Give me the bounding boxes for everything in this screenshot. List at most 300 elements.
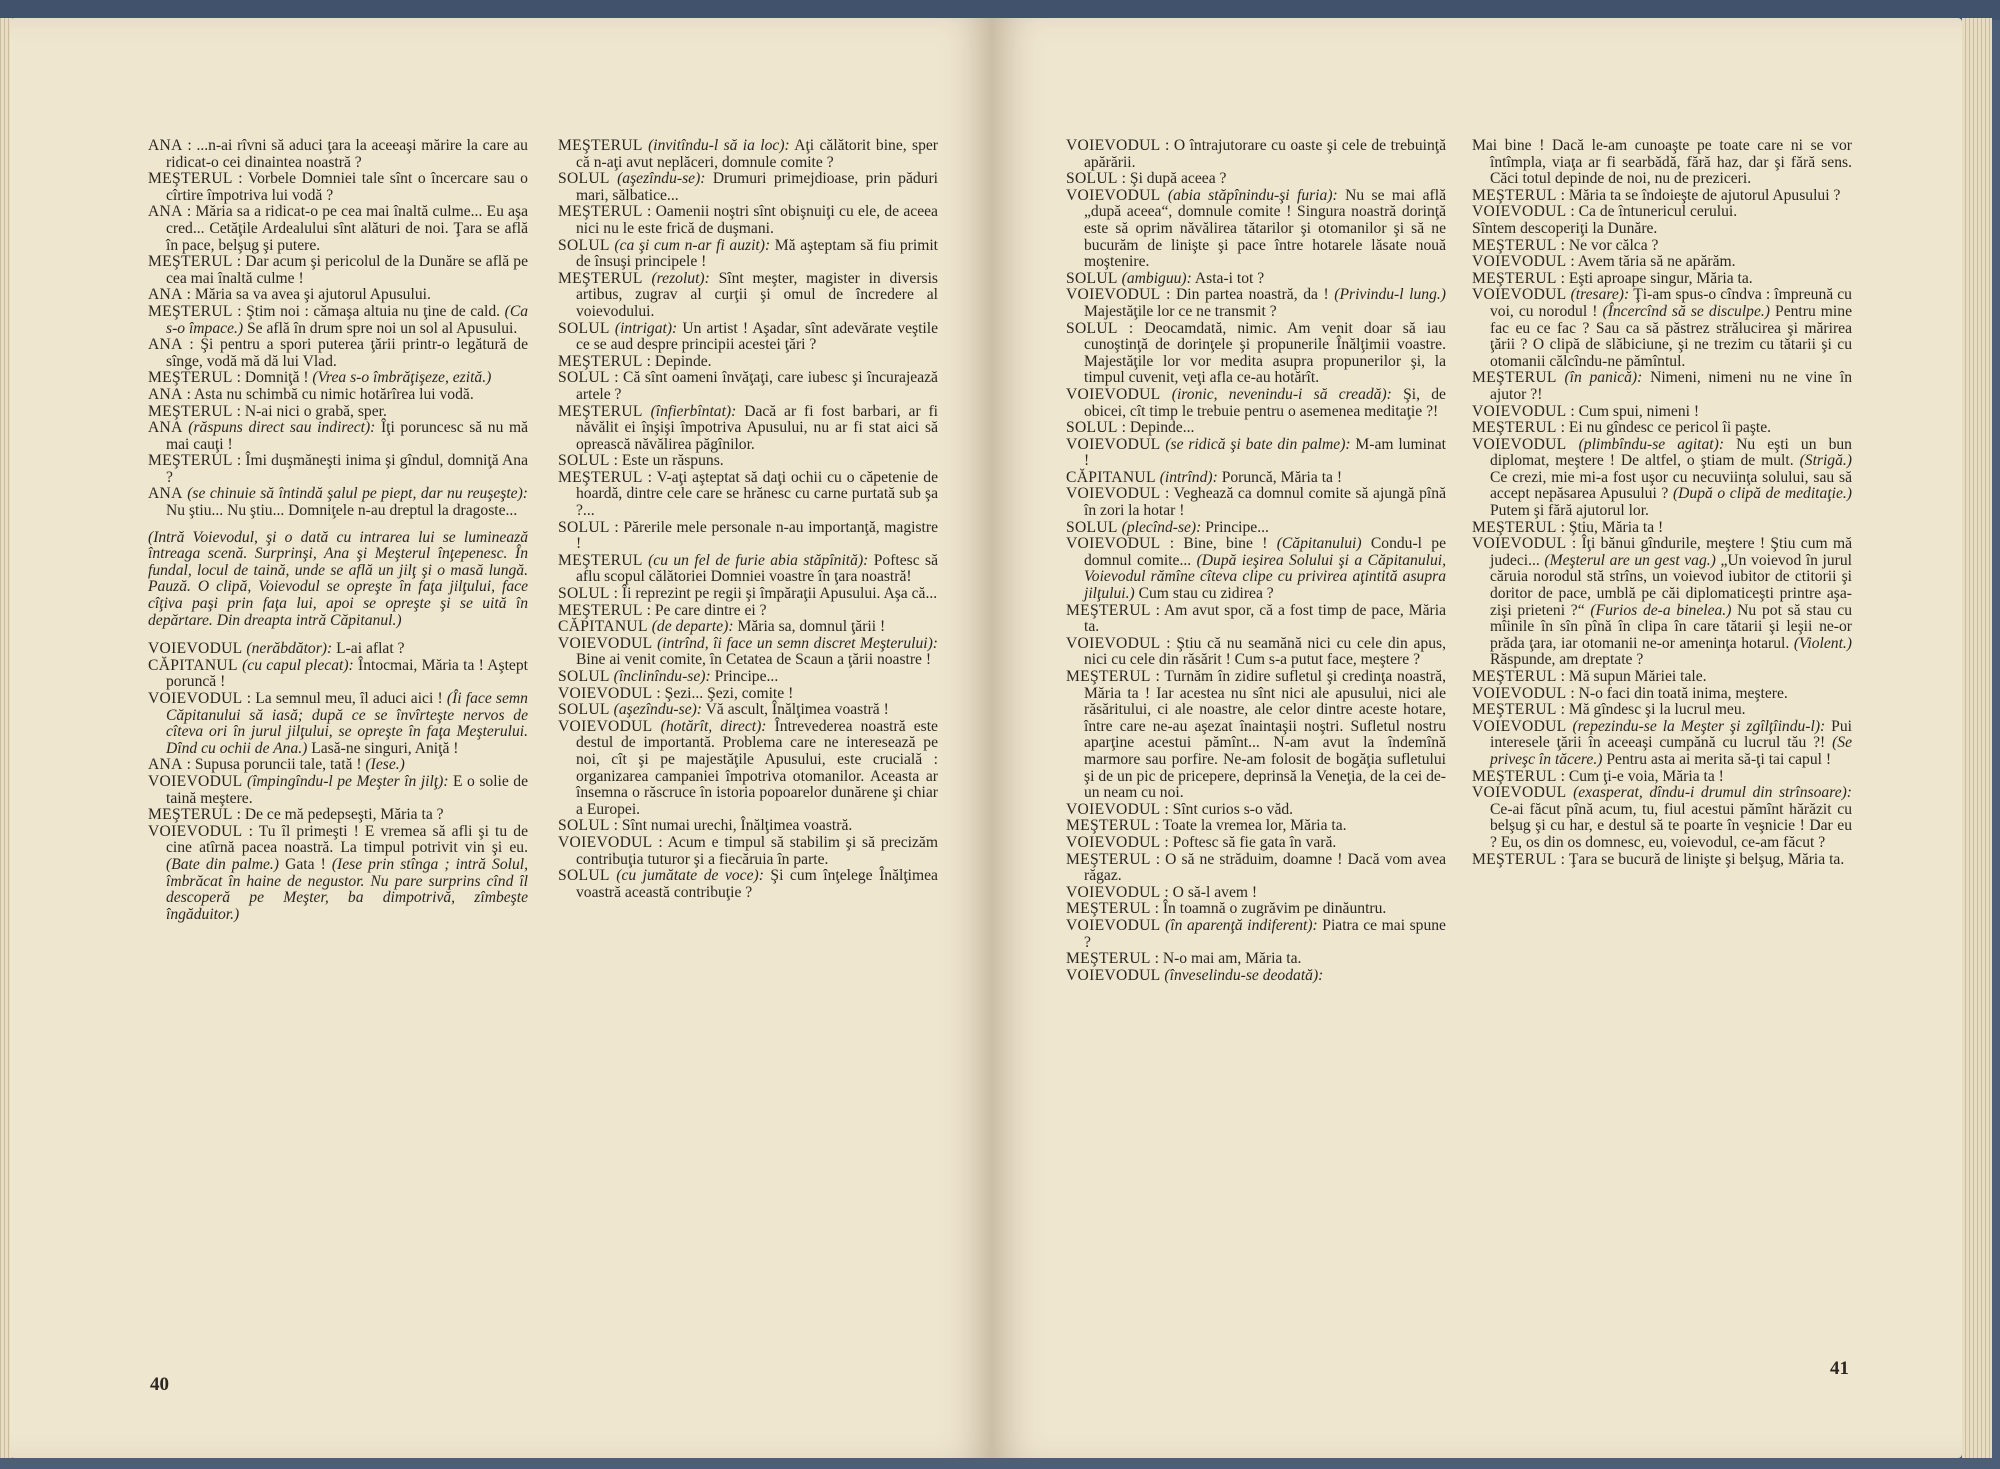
dialogue-line: MEŞTERUL : Ne vor călca ? [1472, 236, 1659, 254]
dialogue-line [148, 641, 528, 658]
dialogue-text: Majestăţile lor ce ne transmit ? [1084, 302, 1277, 320]
dialogue-text: Şi pentru a spori puterea ţării printr-o legătură de sînge, vodă mă dă lui Vlad. [166, 336, 528, 370]
speaker-name: VOIEVODUL [148, 772, 243, 790]
stage-direction-inline: (Iese prin stînga ; intră Solul, îmbrăcat în haine de negustor. Nu pare surprins cînd îl descoperă pe Meşter, ba dimpotrivă, zîmbeşte îngăduitor.) [166, 855, 528, 923]
dialogue-line: ANA : Supusa poruncii tale, tată ! (Iese.) [148, 756, 405, 774]
speaker-name: MEŞTERUL [558, 601, 643, 619]
dialogue-line: MEŞTERUL : Depinde. [558, 352, 712, 370]
speaker-name: MEŞTERUL [148, 806, 233, 824]
speaker-name: ANA [148, 336, 183, 354]
dialogue-text: Şezi... Şezi, comite ! [664, 684, 794, 702]
dialogue-line: VOIEVODUL : Avem tăria să ne apărăm. [1472, 253, 1736, 271]
speaker-name: ANA [148, 203, 183, 221]
speaker-name: ANA [148, 137, 183, 154]
stage-direction-inline: (După ieşirea Solului şi a Căpitanului, Voievodul rămîne cîteva clipe cu privirea aţintită asupra jilţului.) [1084, 551, 1446, 603]
dialogue-text: O să-l avem ! [1172, 883, 1258, 901]
left-column-1 [148, 138, 528, 923]
dialogue-text: Domniţă ! [244, 369, 309, 387]
stage-direction-inline: (nerăbdător): [246, 640, 333, 658]
speaker-name: VOIEVODUL [1472, 203, 1567, 221]
speaker-name: MEŞTERUL [148, 253, 233, 271]
dialogue-text: Putem şi fără ajutorul lor. [1490, 502, 1649, 520]
stage-direction-inline: (Căpitanului) [1276, 535, 1362, 553]
dialogue-text: Întrevederea noastră este destul de importantă. Problema care ne interesează pe noi, cît şi pe majestăţile Apusului, este crucială : organizarea campaniei împotriva otomanilor. Aceasta ar însemna o răscruce în istoria popoarelor dunărene şi chiar a Europei. [576, 717, 938, 818]
dialogue-text: Sînt curios s-o văd. [1172, 800, 1294, 818]
dialogue-line: SOLUL : Îi reprezint pe regii şi împăraţii Apusului. Aşa că... [558, 585, 938, 603]
speaker-name: MEŞTERUL [1472, 850, 1557, 868]
dialogue-text: Un artist ! Aşadar, sînt adevărate veştile ce se aud despre principii acestei ţări ? [576, 319, 939, 354]
dialogue-text: O întrajutorare cu oaste şi cele de trebuinţă apărării. [1084, 137, 1446, 171]
speaker-name: VOIEVODUL [1066, 916, 1161, 934]
stage-direction-inline: (înclinîndu-se): [613, 668, 711, 685]
speaker-name: VOIEVODUL [558, 684, 653, 702]
stage-direction-inline: (Îi face semn Căpitanului să iasă; după ce se învîrteşte nervos de cîteva ori în jurul jilţului, se opreşte în faţa Meşterului. Dînd cu ochii de Ana.) [166, 690, 528, 757]
speaker-name: CĂPITANUL [148, 656, 238, 674]
dialogue-text: Dar acum şi pericolul de la Dunăre se află pe cea mai înaltă culme ! [166, 253, 528, 287]
stage-direction-inline: (invitîndu-l să ia loc): [648, 137, 790, 154]
speaker-name: VOIEVODUL [1472, 286, 1567, 304]
dialogue-text: Îţi bănui gîndurile, meştere ! Ştiu cum mă judeci... [1490, 535, 1853, 569]
dialogue-line: MEŞTERUL : V-aţi aşteptat să daţi ochii cu o căpetenie de hoardă, dintre cele care se hrănesc cu carne purtată sub şa ?... [558, 468, 938, 520]
dialogue-text: O să ne străduim, doamne ! Dacă vom avea răgaz. [1084, 850, 1446, 885]
dialogue-text: Tu îl primeşti ! E vremea să afli şi tu de cine atîrnă pacea noastră. La timpul potrivit vin şi eu. [166, 822, 528, 857]
dialogue-line: ANA : Asta nu schimbă cu nimic hotărîrea lui vodă. [148, 385, 474, 403]
stage-direction-inline: (înfierbîntat): [650, 402, 737, 420]
speaker-name: SOLUL [1066, 419, 1118, 437]
stage-direction-inline: (Violent.) [1793, 634, 1852, 652]
stage-direction-inline: (cu un fel de furie abia stăpînită): [648, 551, 869, 569]
dialogue-text: Bine ai venit comite, în Cetatea de Scaun a ţării noastre ! [576, 651, 932, 669]
stage-direction-inline: (se ridică şi bate din palme): [1165, 435, 1351, 453]
dialogue-line: ANA : Şi pentru a spori puterea ţării printr-o legătură de sînge, vodă mă dă lui Vlad. [148, 336, 528, 370]
dialogue-line [558, 702, 938, 719]
dialogue-text: Principe... [714, 668, 779, 685]
speaker-name: VOIEVODUL [1472, 253, 1567, 271]
dialogue-line [558, 619, 938, 636]
dialogue-text: Pui interesele ţării în aceeaşi cumpănă cu lucrul tău ?! [1490, 717, 1852, 752]
dialogue-line: ANA : Măria sa a ridicat-o pe cea mai înaltă culme... Eu aşa cred... Cetăţile Ardealului sînt alături de noi. Ţara se află în pace, belşug şi putere. [148, 203, 528, 254]
speaker-name: ANA [148, 286, 183, 304]
speaker-name: SOLUL [558, 452, 610, 470]
speaker-name: MEŞTERUL [558, 468, 643, 486]
stage-direction-inline: (rezolut): [651, 269, 710, 287]
speaker-name: ANA [148, 485, 183, 503]
dialogue-line: VOIEVODUL : O să-l avem ! [1066, 883, 1258, 901]
speaker-name: VOIEVODUL [1472, 435, 1567, 453]
dialogue-line: VOIEVODUL : Îţi bănui gîndurile, meştere ! Ştiu cum mă judeci... (Meşterul are un gest vag.) „Un voievod în jurul căruia norodul stă strîns, un voievod iubitor de ctitorii şi doritor de pace, umblă pe căi diplomaticeşti printre aşa-zişi prieteni ?“ (Furios de-a binelea.) Nu pot să stau cu mîinile în sîn pînă în clipa în care tătarii şi leşii ne-or prăda ţara, iar otomanii ne-or ameninţa hotarul. (Violent.) Răspunde, am dreptate ? [1472, 535, 1853, 669]
dialogue-line: VOIEVODUL : Tu îl primeşti ! E vremea să afli şi tu de cine atîrnă pacea noastră. La timpul potrivit vin şi eu. (Bate din palme.) Gata ! (Iese prin stînga ; intră Solul, îmbrăcat în haine de negustor. Nu pare surprins cînd îl descoperă pe Meşter, ba dimpotrivă, zîmbeşte îngăduitor.) [148, 822, 528, 923]
dialogue-text: Nu pot să stau cu mîinile în sîn pînă în clipa în care tătarii şi leşii ne-or prăda ţara, iar otomanii ne-or ameninţa hotarul. [1490, 601, 1853, 652]
dialogue-text: Îţi poruncesc să nu mă mai cauţi ! [166, 419, 528, 453]
dialogue-text: Cum stau cu zidirea ? [1138, 585, 1274, 603]
dialogue-line: MEŞTERUL : Pe care dintre ei ? [558, 601, 767, 619]
dialogue-text: Mă supun Măriei tale. [1568, 668, 1707, 685]
speaker-name: MEŞTERUL [558, 203, 643, 221]
speaker-name: MEŞTERUL [1472, 419, 1557, 437]
dialogue-line: MEŞTERUL : Eşti aproape singur, Măria ta. [1472, 269, 1753, 287]
dialogue-text: Poftesc să fie gata în vară. [1172, 833, 1337, 851]
dialogue-line: MEŞTERUL : Am avut spor, că a fost timp de pace, Măria ta. [1066, 601, 1446, 636]
stage-direction-inline: (se chinuie să întindă şalul pe piept, dar nu reuşeşte): [187, 485, 528, 503]
dialogue-line: VOIEVODUL : La semnul meu, îl aduci aici ! (Îi face semn Căpitanului să iasă; după ce se învîrteşte nervos de cîteva ori în jurul jilţului, se opreşte în faţa Meşterului. Dînd cu ochii de Ana.) Lasă-ne singuri, Aniţă ! [148, 690, 528, 757]
dialogue-line [148, 420, 528, 453]
speaker-name: MEŞTERUL [558, 551, 643, 569]
speaker-name: VOIEVODUL [1066, 137, 1161, 154]
dialogue-text: Măria sa, domnul ţării ! [737, 618, 886, 636]
dialogue-text: Cum ţi-e voia, Măria ta ! [1568, 767, 1724, 785]
dialogue-text: Ştiu că nu seamănă nici cu cele din apus, nici cu cele din răsărit ! Cum s-a putut face, meştere ? [1084, 634, 1446, 669]
dialogue-text: Întocmai, Măria ta ! Aştept poruncă ! [166, 656, 528, 691]
dialogue-line [558, 171, 938, 204]
speaker-name: SOLUL [558, 319, 610, 337]
speaker-name: ANA [148, 419, 183, 437]
stage-direction-inline: (Se priveşc în tăcere.) [1490, 734, 1852, 768]
dialogue-line: MEŞTERUL : Ştim noi : cămaşa altuia nu ţine de cald. (Ca s-o împace.) Se află în drum spre noi un sol al Apusului. [148, 302, 529, 337]
speaker-name: MEŞTERUL [148, 369, 233, 387]
speaker-name: VOIEVODUL [1066, 800, 1161, 818]
dialogue-line [148, 658, 528, 691]
dialogue-line: VOIEVODUL : Bine, bine ! (Căpitanului) Condu-l pe domnul comite... (După ieşirea Solului şi a Căpitanului, Voievodul rămîne cîteva clipe cu privirea aţintită asupra jilţului.) Cum stau cu zidirea ? [1066, 535, 1447, 603]
dialogue-line [1472, 719, 1852, 769]
dialogue-line [1066, 387, 1446, 420]
dialogue-text: Poftesc să aflu scopul călătoriei Domniei voastre în ţara noastră! [576, 551, 938, 586]
stage-direction-inline: (repezindu-se la Meşter şi zgîlţîindu-l): [1572, 717, 1826, 735]
dialogue-text: L-ai aflat ? [336, 640, 405, 658]
dialogue-text: Măria sa va avea şi ajutorul Apusului. [194, 286, 431, 304]
dialogue-line [1472, 138, 1852, 188]
book-cover-edge [0, 0, 2000, 20]
stage-direction-inline: (tresare): [1570, 286, 1630, 304]
dialogue-text: Cum spui, nimeni ! [1578, 402, 1700, 420]
dialogue-text: Piatra ce mai spune ? [1084, 916, 1446, 951]
dialogue-text: N-ai nici o grabă, sper. [244, 402, 387, 420]
dialogue-text: Poruncă, Măria ta ! [1221, 468, 1343, 486]
dialogue-line [1472, 287, 1852, 370]
speaker-name: MEŞTERUL [1472, 236, 1557, 254]
dialogue-text: Depinde. [654, 352, 712, 370]
speaker-name: VOIEVODUL [1066, 286, 1161, 304]
left-page [10, 18, 992, 1458]
dialogue-line [1472, 370, 1852, 403]
dialogue-text: Veghează ca domnul comite să ajungă pînă în zori la hotar ! [1084, 485, 1446, 520]
speaker-name: MEŞTERUL [1066, 900, 1151, 918]
stage-direction-inline: (plecînd-se): [1121, 518, 1202, 536]
speaker-name: VOIEVODUL [148, 640, 243, 658]
stage-direction-inline: (cu capul plecat): [242, 656, 354, 674]
dialogue-text: De ce mă pedepseşti, Măria ta ? [244, 806, 444, 824]
left-column-2 [558, 138, 938, 901]
dialogue-text: Dacă ar fi fost barbari, ar fi năvălit ei înşişi împotriva Apusului, nu ar fi stat aici să oprească năvălirea păgînilor. [576, 402, 939, 453]
dialogue-line: VOIEVODUL : N-o faci din toată inima, meştere. [1472, 684, 1788, 702]
dialogue-text: N-o faci din toată inima, meştere. [1578, 684, 1788, 702]
speaker-name: SOLUL [558, 170, 610, 188]
page-number-left: 40 [150, 1374, 169, 1395]
stage-direction-inline: (hotărît, direct): [660, 717, 767, 735]
dialogue-text: Răspunde, am dreptate ? [1490, 651, 1644, 669]
dialogue-line [1066, 470, 1446, 487]
dialogue-line: SOLUL : Şi după aceea ? [1066, 170, 1227, 188]
dialogue-line: SOLUL : Este un răspuns. [558, 452, 724, 470]
dialogue-text: Supusa poruncii tale, tată ! [194, 756, 362, 774]
speaker-name: SOLUL [1066, 170, 1118, 188]
stage-direction-inline: (în panică): [1564, 369, 1643, 387]
dialogue-text: Nu se mai află „după aceea“, domnule comite ! Singura noastră dorinţă este să oprim năvălirea tătarilor şi otomanilor şi să ne bucurăm de linişte şi pace între hotarele lăsate nouă moştenire. [1084, 186, 1446, 271]
dialogue-line: MEŞTERUL : Mă supun Măriei tale. [1472, 668, 1707, 685]
speaker-name: VOIEVODUL [558, 634, 653, 652]
right-page [992, 18, 1962, 1458]
speaker-name: MEŞTERUL [1472, 269, 1557, 287]
speaker-name: VOIEVODUL [1472, 535, 1567, 553]
dialogue-text: Eşti aproape singur, Măria ta. [1568, 269, 1753, 287]
dialogue-line: MEŞTERUL : N-o mai am, Măria ta. [1066, 950, 1302, 968]
speaker-name: MEŞTERUL [148, 302, 233, 320]
speaker-name: MEŞTERUL [558, 137, 643, 154]
stage-direction-inline: (înveselindu-se deodată): [1164, 966, 1324, 984]
dialogue-line: VOIEVODUL : Cum spui, nimeni ! [1472, 402, 1700, 420]
speaker-name: SOLUL [558, 369, 610, 387]
dialogue-line [1066, 437, 1446, 470]
dialogue-text: Toate la vremea lor, Măria ta. [1162, 817, 1347, 835]
right-column-1 [1066, 138, 1446, 984]
dialogue-line: ANA : Măria sa va avea şi ajutorul Apusului. [148, 286, 431, 304]
dialogue-line: MEŞTERUL : Dar acum şi pericolul de la Dunăre se află pe cea mai înaltă culme ! [148, 253, 528, 287]
stage-direction-inline: (de departe): [651, 618, 734, 636]
dialogue-text: Măria sa a ridicat-o pe cea mai înaltă culme... Eu aşa cred... Cetăţile Ardealului sînt alături de noi. Ţara se află în pace, belşug şi putere. [166, 203, 528, 254]
dialogue-text: Ei nu gîndesc ce pericol îi paşte. [1568, 419, 1772, 437]
speaker-name: VOIEVODUL [1472, 784, 1567, 802]
dialogue-text: Ţi-am spus-o cîndva : împreună cu voi, cu norodul ! [1490, 286, 1852, 320]
dialogue-line: MEŞTERUL : Măria ta se îndoieşte de ajutorul Apusului ? [1472, 186, 1841, 204]
stage-direction-inline: (Încercînd să se disculpe.) [1602, 302, 1770, 320]
dialogue-text: Se află în drum spre noi un sol al Apusului. [246, 319, 518, 337]
stage-direction-inline: (plimbîndu-se agitat): [1578, 435, 1725, 453]
stage-direction-inline: (ambiguu): [1121, 269, 1192, 287]
dialogue-text: Ce-ai făcut pînă acum, tu, fiul acestui pămînt hărăzit cu belşug şi cu har, e destul să te poarte în veşnicie ! Dar eu ? Eu, os din os domnesc, eu, voievodul, ce-am făcut ? [1490, 800, 1852, 851]
speaker-name: MEŞTERUL [148, 170, 233, 188]
dialogue-text: „Un voievod în jurul căruia norodul stă strîns, un voievod iubitor de ctitorii şi doritor de pace, umblă pe căi diplomaticeşti printre aşa-zişi prieteni ?“ [1490, 551, 1853, 619]
dialogue-line: VOIEVODUL : Sînt curios s-o văd. [1066, 800, 1294, 818]
dialogue-line: MEŞTERUL : Turnăm în zidire sufletul şi credinţa noastră, Măria ta ! Iar acestea nu sînt nici ale apusului, nici ale răsăritului, ci ale noastre, ale celor dintre aceste hotare, între care ne-au aşezat înaintaşii noştri. Sufletul nostru aparţine acestui pămînt... N-am avut la îndemînă marmore sau porfire. Ne-am folosit de bogăţia sufletului şi de un pic de pricepere, deprinsă la Veneţia, de la cei de-un neam cu noi. [1066, 668, 1446, 802]
speaker-name: SOLUL [558, 236, 610, 254]
dialogue-text: Mă aşteptam să fiu primit de însuşi principele ! [576, 236, 939, 271]
dialogue-line [1472, 221, 1852, 238]
dialogue-line: VOIEVODUL : Acum e timpul să stabilim şi să precizăm contribuţia tuturor şi a fiecăruia în parte. [558, 833, 938, 868]
dialogue-text: În toamnă o zugrăvim pe dinăuntru. [1162, 900, 1387, 918]
stage-direction-inline: (abia stăpînindu-şi furia): [1167, 186, 1338, 204]
dialogue-text: Ştim noi : cămaşa altuia nu ţine de cald. [246, 302, 501, 320]
dialogue-line: MEŞTERUL : Domniţă ! (Vrea s-o îmbrăţişeze, ezită.) [148, 369, 492, 387]
dialogue-line: MEŞTERUL : Toate la vremea lor, Măria ta. [1066, 817, 1347, 835]
stage-direction-inline: (Furios de-a binelea.) [1590, 601, 1732, 619]
dialogue-text: Pentru asta ai merita să-ţi tai capul ! [1606, 750, 1832, 768]
stage-direction-inline: (aşezîndu-se): [617, 170, 706, 188]
dialogue-text: Mai bine ! Dacă le-am cunoaşte pe toate care ni se vor întîmpla, viaţa ar fi searbădă, fără haz, dar şi fără sens. Căci totul depinde de noi, nu de preziceri. [1472, 137, 1852, 188]
dialogue-line: MEŞTERUL : Vorbele Domniei tale sînt o încercare sau o cîrtire împotriva lui vodă ? [148, 170, 528, 204]
speaker-name: MEŞTERUL [1066, 601, 1151, 619]
dialogue-text: Este un răspuns. [621, 452, 724, 470]
dialogue-line [558, 868, 938, 901]
dialogue-line: MEŞTERUL : N-ai nici o grabă, sper. [148, 402, 387, 420]
dialogue-line: SOLUL : Depinde... [1066, 419, 1195, 437]
speaker-name: ANA [148, 756, 183, 774]
stage-direction-inline: (intrigat): [614, 319, 678, 337]
dialogue-text: N-o mai am, Măria ta. [1162, 950, 1302, 968]
speaker-name: VOIEVODUL [1066, 634, 1161, 652]
speaker-name: MEŞTERUL [1472, 518, 1557, 536]
dialogue-text: Vorbele Domniei tale sînt o încercare sau o cîrtire împotriva lui vodă ? [166, 170, 528, 204]
dialogue-line: VOIEVODUL : Şezi... Şezi, comite ! [558, 684, 794, 702]
speaker-name: MEŞTERUL [558, 402, 643, 420]
speaker-name: MEŞTERUL [1066, 668, 1151, 685]
stage-direction-inline: (intrînd, îi face un semn discret Meşterului): [657, 634, 939, 652]
speaker-name: MEŞTERUL [1066, 850, 1151, 868]
speaker-name: MEŞTERUL [1066, 950, 1151, 968]
speaker-name: SOLUL [1066, 319, 1118, 337]
dialogue-text: Nu ştiu... Nu ştiu... Domniţele n-au dreptul la dragoste... [166, 502, 518, 520]
speaker-name: VOIEVODUL [1066, 485, 1161, 503]
dialogue-text: Nimeni, nimeni nu ne vine în ajutor ?! [1490, 369, 1852, 403]
stage-direction: (Intră Voievodul, şi o dată cu intrarea lui se luminează întreaga scenă. Surprinşi, Ana şi Meşterul înţepenesc. În fundal, locul de taină, unde se află un jilţ şi o masă lungă. Pauză. O clipă, Voievodul se opreşte în faţa jilţului, face cîţiva paşi prin faţa lui, apoi se opreşte şi se uită în depărtare. Din dreapta intră Căpitanul.) [148, 528, 528, 629]
dialogue-line [558, 553, 938, 586]
dialogue-text: Depinde... [1129, 419, 1195, 437]
dialogue-line: VOIEVODUL : Ca de întunericul cerului. [1472, 203, 1738, 221]
stage-direction-inline: (Meşterul are un gest vag.) [1544, 551, 1716, 569]
speaker-name: VOIEVODUL [558, 717, 653, 735]
stage-direction-inline: (în aparenţă indiferent): [1165, 916, 1318, 934]
dialogue-line: MEŞTERUL : Ţara se bucură de linişte şi belşug, Măria ta. [1472, 850, 1845, 868]
speaker-name: VOIEVODUL [558, 833, 653, 851]
dialogue-text: Turnăm în zidire sufletul şi credinţa noastră, Măria ta ! Iar acestea nu sînt nici ale apusului, nici ale răsăritului, ci ale noastre, ale celor dintre aceste hotare, între care ne-au aşezat înaintaşii noştri. Sufletul nostru aparţine acestui pămînt... N-am avut la îndemînă marmore sau porfire. Ne-am folosit de bogăţia sufletului şi de un pic de pricepere, deprinsă la Veneţia, de la cei de-un neam cu noi. [1084, 668, 1446, 802]
speaker-name: SOLUL [558, 585, 610, 603]
dialogue-text: M-am luminat ! [1084, 435, 1446, 470]
dialogue-text: Acum e timpul să stabilim şi să precizăm contribuţia tuturor şi a fiecăruia în parte. [576, 833, 938, 868]
dialogue-line: VOIEVODUL : Din partea noastră, da ! (Privindu-l lung.) Majestăţile lor ce ne transmit ? [1066, 286, 1446, 320]
dialogue-text: Din partea noastră, da ! [1176, 286, 1329, 304]
dialogue-line [558, 138, 938, 171]
dialogue-text: Bine, bine ! [1183, 535, 1268, 553]
dialogue-text: Ţara se bucură de linişte şi belşug, Măria ta. [1568, 850, 1845, 868]
dialogue-text: V-aţi aşteptat să daţi ochii cu o căpetenie de hoardă, dintre cele care se hrănesc cu carne purtată sub şa ?... [576, 468, 938, 520]
stage-direction-inline: (împingîndu-l pe Meşter în jilţ): [247, 772, 449, 790]
dialogue-text: La semnul meu, îl aduci aici ! [255, 690, 443, 707]
dialogue-line: SOLUL : Părerile mele personale n-au importanţă, magistre ! [558, 518, 938, 553]
speaker-name: MEŞTERUL [558, 352, 643, 370]
dialogue-line [558, 669, 938, 686]
speaker-name: MEŞTERUL [1472, 186, 1557, 204]
dialogue-line: SOLUL : Deocamdată, nimic. Am venit doar să iau cunoştinţă de dorinţele şi propunerile Înălţimii voastre. Majestăţile lor vor medita asupra propunerilor şi, la timpul cuvenit, veţi afla ce-au hotărît. [1066, 319, 1446, 387]
stage-direction-inline: (Iese.) [365, 756, 405, 774]
dialogue-text: Că sînt oameni învăţaţi, care iubesc şi încurajează artele ? [576, 369, 938, 403]
speaker-name: VOIEVODUL [1066, 966, 1161, 984]
dialogue-line: MEŞTERUL : În toamnă o zugrăvim pe dinăuntru. [1066, 900, 1387, 918]
dialogue-text: Gata ! [285, 855, 326, 873]
speaker-name: MEŞTERUL [148, 402, 233, 420]
dialogue-text: Aţi călătorit bine, sper că n-aţi avut neplăceri, domnule comite ? [576, 137, 938, 171]
dialogue-text: Părerile mele personale n-au importanţă, magistre ! [576, 518, 938, 553]
dialogue-line: VOIEVODUL : O întrajutorare cu oaste şi cele de trebuinţă apărării. [1066, 137, 1446, 171]
speaker-name: VOIEVODUL [1472, 717, 1567, 735]
page-number-right: 41 [1830, 1358, 1849, 1379]
dialogue-line [148, 774, 528, 807]
dialogue-text: Măria ta se îndoieşte de ajutorul Apusului ? [1568, 186, 1841, 204]
dialogue-line: MEŞTERUL : Oamenii noştri sînt obişnuiţi cu ele, de aceea nici nu le este frică de duşmani. [558, 203, 938, 237]
dialogue-text: Lasă-ne singuri, Aniţă ! [311, 739, 459, 757]
dialogue-line: SOLUL : Sînt numai urechi, Înălţimea voastră. [558, 817, 853, 835]
dialogue-text: Şi după aceea ? [1129, 170, 1227, 188]
dialogue-line [1066, 918, 1446, 951]
stage-direction-inline: (răspuns direct sau indirect): [188, 419, 376, 437]
dialogue-line [148, 486, 528, 519]
dialogue-line [558, 271, 938, 321]
speaker-name: MEŞTERUL [1066, 817, 1151, 835]
dialogue-text: Îi reprezint pe regii şi împăraţii Apusului. Aşa că... [621, 585, 938, 603]
speaker-name: MEŞTERUL [1472, 369, 1557, 387]
dialogue-line [1472, 437, 1852, 520]
dialogue-text: Ştiu, Măria ta ! [1568, 518, 1664, 536]
dialogue-text: Asta nu schimbă cu nimic hotărîrea lui vodă. [193, 385, 474, 403]
dialogue-text: Drumuri primejdioase, prin păduri mari, sălbatice... [576, 170, 938, 204]
stage-direction-inline: (Strigă.) [1799, 452, 1852, 470]
speaker-name: SOLUL [558, 817, 610, 835]
stage-direction-inline: (Bate din palme.) [166, 855, 280, 873]
dialogue-line [558, 321, 938, 354]
dialogue-line: MEŞTERUL : Mă gîndesc şi la lucrul meu. [1472, 701, 1746, 719]
dialogue-text: Oamenii noştri sînt obişnuiţi cu ele, de aceea nici nu le este frică de duşmani. [576, 203, 938, 237]
dialogue-text: Avem tăria să ne apărăm. [1577, 253, 1736, 271]
dialogue-line [558, 238, 938, 271]
dialogue-line: MEŞTERUL : O să ne străduim, doamne ! Dacă vom avea răgaz. [1066, 850, 1446, 885]
stage-direction-inline: (Privindu-l lung.) [1334, 286, 1446, 304]
speaker-name: VOIEVODUL [1066, 435, 1161, 453]
dialogue-line [1066, 188, 1446, 271]
speaker-name: VOIEVODUL [1066, 186, 1161, 204]
speaker-name: SOLUL [558, 867, 610, 885]
dialogue-line [558, 719, 938, 819]
dialogue-line: MEŞTERUL : Ştiu, Măria ta ! [1472, 518, 1664, 536]
speaker-name: ANA [148, 385, 183, 403]
speaker-name: VOIEVODUL [1066, 833, 1161, 851]
stage-direction-inline: (exasperat, dîndu-i drumul din strînsoare): [1573, 784, 1853, 802]
dialogue-text: Ce crezi, mie mi-a fost uşor cu necuviinţa solului, sau să accept nepăsarea Apusului ? [1490, 468, 1852, 503]
speaker-name: VOIEVODUL [1472, 684, 1567, 702]
dialogue-text: Am avut spor, că a fost timp de pace, Măria ta. [1084, 601, 1446, 636]
dialogue-text: Sîntem descoperiţi la Dunăre. [1472, 219, 1658, 237]
stage-direction-inline: (Ca s-o împace.) [166, 302, 529, 337]
dialogue-line: VOIEVODUL : Poftesc să fie gata în vară. [1066, 833, 1337, 851]
dialogue-line: SOLUL : Că sînt oameni învăţaţi, care iubesc şi încurajează artele ? [558, 369, 938, 403]
speaker-name: SOLUL [1066, 269, 1118, 287]
stage-direction-inline: (intrînd): [1159, 468, 1218, 486]
dialogue-line: VOIEVODUL : Veghează ca domnul comite să ajungă pînă în zori la hotar ! [1066, 485, 1446, 520]
speaker-name: VOIEVODUL [1066, 535, 1161, 553]
dialogue-text: Condu-l pe domnul comite... [1084, 535, 1447, 569]
dialogue-text: Principe... [1205, 518, 1269, 536]
speaker-name: CĂPITANUL [1066, 468, 1156, 486]
dialogue-line [1472, 785, 1852, 851]
stage-direction-inline: (aşezîndu-se): [613, 701, 702, 719]
dialogue-text: Pe care dintre ei ? [654, 601, 767, 619]
speaker-name: MEŞTERUL [1472, 668, 1557, 685]
speaker-name: SOLUL [558, 668, 610, 685]
speaker-name: VOIEVODUL [1472, 402, 1567, 420]
stage-direction-inline: (cu jumătate de voce): [616, 867, 764, 885]
dialogue-text: Deocamdată, nimic. Am venit doar să iau cunoştinţă de dorinţele şi propunerile Înălţimii voastre. Majestăţile lor vor medita asupra propunerilor şi, la timpul cuvenit, veţi afla ce-au hotărît. [1084, 319, 1446, 387]
dialogue-text: Pentru mine fac eu ce fac ? Sau ca să păstrez strălucirea şi mărirea ţării ? O clipă de slăbiciune, şi ne trezim cu tătarii şi cu otomanii călcîndu-ne pămîntul. [1490, 302, 1852, 370]
speaker-name: MEŞTERUL [148, 452, 233, 470]
dialogue-text: Ca de întunericul cerului. [1578, 203, 1738, 221]
dialogue-text: ...n-ai rîvni să aduci ţara la aceeaşi mărire la care au ridicat-o cei dinaintea noastră ? [166, 137, 528, 171]
dialogue-line [558, 636, 938, 669]
